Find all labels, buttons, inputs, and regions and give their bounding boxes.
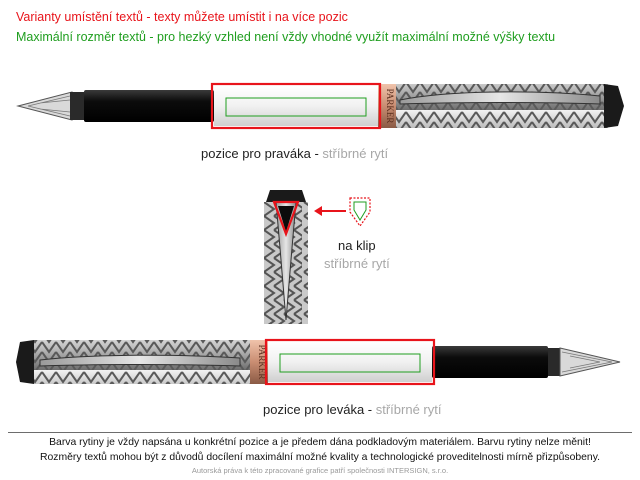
clip-text-area-detail [348,196,372,228]
header-line-positions: Varianty umístění textů - texty můžete umístit i na více pozic [16,10,348,24]
caption-clip-color: stříbrné rytí [324,256,390,271]
barrel-grip [432,346,548,378]
arrow-left-icon [312,204,348,218]
engraving-band [214,86,378,126]
barrel-grip [84,90,214,122]
caption-engrave-color: stříbrné rytí [322,146,389,161]
header-line-max-size: Maximální rozměr textů - pro hezký vzhled není vždy vhodné využít maximální možné výšky textu [16,30,556,44]
cap-top [266,190,306,202]
cap-top [604,84,624,128]
pen-top-illustration [0,70,640,140]
caption-sep: - [364,402,376,417]
caption-main: pozice pro praváka [201,146,311,161]
caption-clip-main: na klip [338,238,376,253]
brand-mark: PARKER [257,344,267,380]
nib-icon [18,92,84,120]
clip [40,355,240,366]
engraving-band [268,342,432,382]
caption-left-hand [263,402,441,417]
cap-top [16,340,34,384]
footer-line-color-note: Barva rytiny je vždy napsána u konkrétní pozice a je předem dána podkladovým materiálem. Barvu rytiny nelze měnit! [49,437,591,448]
pen-bottom-illustration [0,330,640,394]
cap-body [396,84,608,128]
caption-engrave-color: stříbrné rytí [375,402,442,417]
caption-main: pozice pro leváka [263,402,365,417]
caption-sep: - [310,146,323,161]
footer-copyright: Autorská práva k této zpracované grafice patří společnosti INTERSIGN, s.r.o. [191,466,449,475]
cap-clip-illustration [262,188,310,326]
caption-right-hand [201,146,388,161]
brand-mark: PARKER [385,88,395,124]
footer-divider [8,432,632,433]
footer-line-size-note: Rozměry textů mohou být z důvodů docílení maximální možné kvality a technologické proveditelnosti mírně přizpůsobeny. [39,452,601,463]
nib-icon [548,348,620,376]
